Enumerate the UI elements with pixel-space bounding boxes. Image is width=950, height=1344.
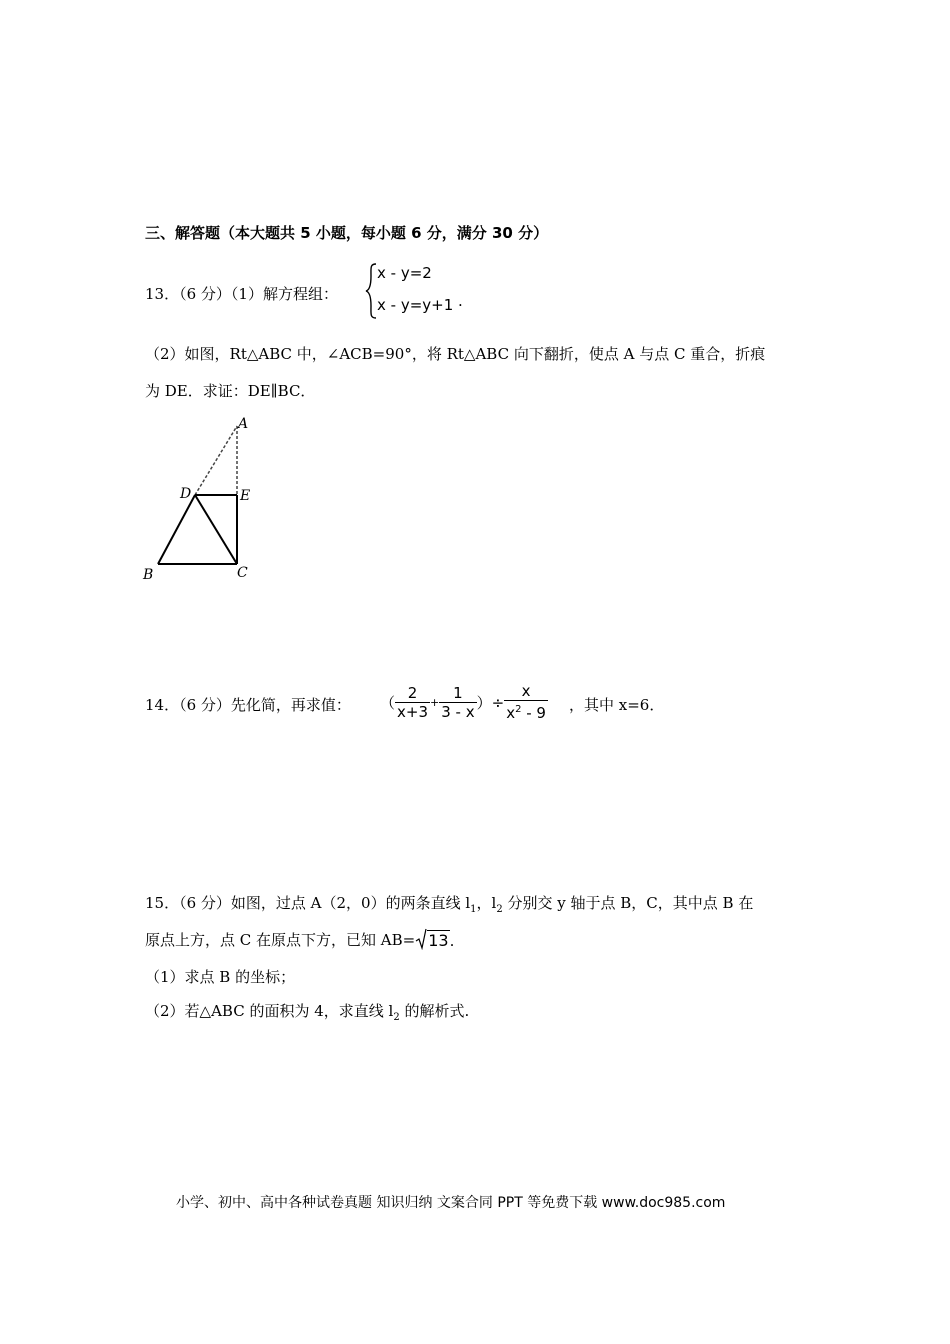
q14-fraction-3-numerator: x xyxy=(504,682,548,701)
sqrt-sign xyxy=(415,928,427,950)
q13-part2-line1: （2）如图，Rt△ABC 中，∠ACB=90°，将 Rt△ABC 向下翻折，使点 A 与点 C 重合，折痕 xyxy=(145,345,766,363)
label-c: C xyxy=(237,565,248,581)
label-a: A xyxy=(238,416,249,432)
q14-fraction-2 xyxy=(439,684,476,721)
q13-brace xyxy=(364,262,378,320)
q14-fraction-1 xyxy=(395,684,430,721)
q14-plus: + xyxy=(430,695,440,709)
q13-prefix: 13．（6 分）（1）解方程组： xyxy=(145,285,338,303)
q14-suffix: ，其中 x=6． xyxy=(569,696,665,714)
section-heading: 三、解答题（本大题共 5 小题，每小题 6 分，满分 30 分） xyxy=(145,224,549,242)
sqrt-radicand: 13 xyxy=(428,931,449,950)
q13-part2-line2: 为 DE．求证：DE∥BC． xyxy=(145,382,316,400)
q14-fraction-3-denominator: $x^2 - 9$ xyxy=(506,704,546,722)
q13-equation-1: x - y=2 xyxy=(377,264,432,282)
label-b: B xyxy=(143,567,154,583)
q14-prefix: 14．（6 分）先化简，再求值： xyxy=(145,696,351,714)
label-e: E xyxy=(240,488,251,504)
q13-period: . xyxy=(458,292,463,310)
q14-close-paren-divide: ）÷ xyxy=(476,693,505,712)
q14-fraction-2-numerator: 1 xyxy=(439,684,476,703)
q14-fraction-3 xyxy=(504,682,548,722)
q14-fraction-1-denominator: x+3 xyxy=(397,702,429,721)
q13-equation-2: x - y=y+1 xyxy=(377,296,454,314)
q15-line2: 原点上方，点 C 在原点下方，已知 AB= 13 . xyxy=(145,928,454,950)
q13-triangle-figure xyxy=(140,412,260,587)
q15-part1: （1）求点 B 的坐标； xyxy=(145,968,296,986)
label-d: D xyxy=(180,486,192,502)
q15-part2: （2）若△ABC 的面积为 4，求直线 $l_2$ 的解析式. xyxy=(145,1002,470,1023)
q14-fraction-2-denominator: 3 - x xyxy=(441,702,475,721)
segment-bd xyxy=(158,495,195,564)
q15-line1: 15．（6 分）如图，过点 A（2，0）的两条直线 $l_1$，$l_2$ 分别交 y 轴于点 B，C，其中点 B 在 xyxy=(145,894,754,915)
q14-open-paren: （ xyxy=(380,693,396,712)
segment-dc xyxy=(195,495,237,564)
q14-fraction-1-numerator: 2 xyxy=(395,684,430,703)
q14-expression xyxy=(380,680,548,724)
footer-text: 小学、初中、高中各种试卷真题 知识归纳 文案合同 PPT 等免费下载 www.doc985.com xyxy=(176,1195,726,1211)
segment-ad xyxy=(195,426,237,495)
